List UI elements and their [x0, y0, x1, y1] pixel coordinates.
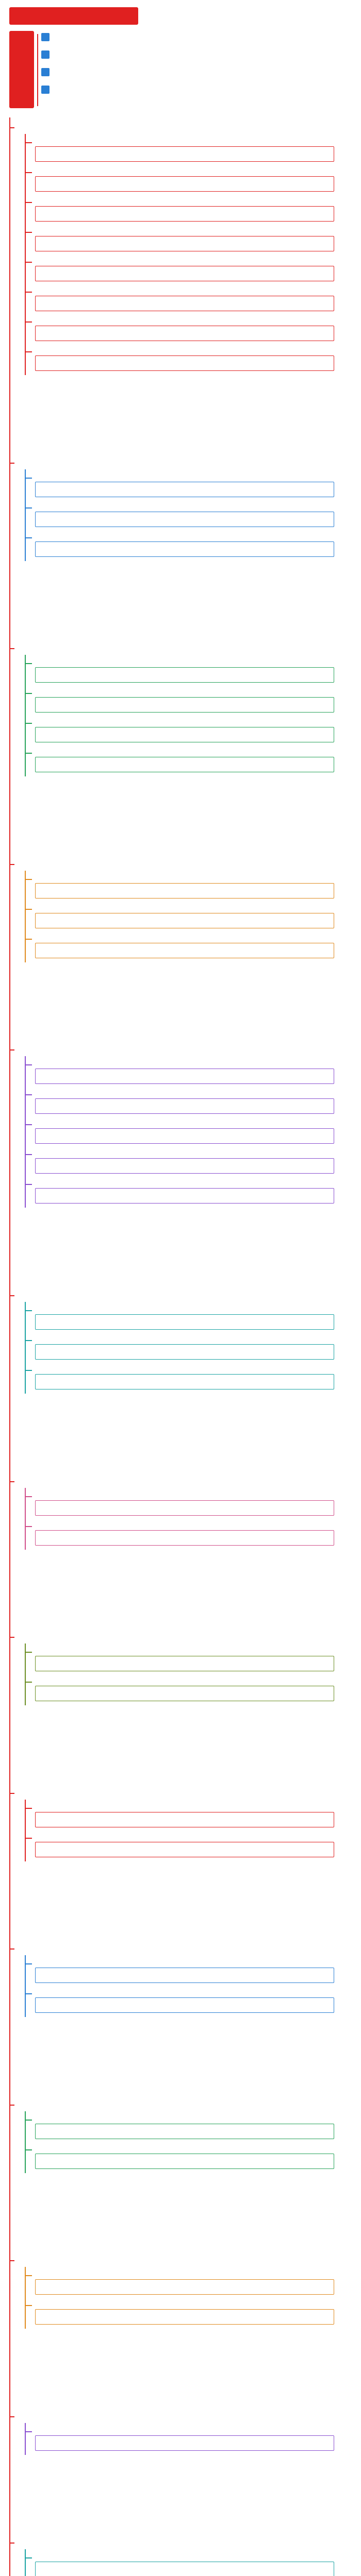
entry-branch-line — [25, 1963, 32, 1964]
section-connector — [9, 463, 14, 464]
news-entry — [25, 1492, 350, 1522]
entry-branch-line — [25, 2149, 32, 2150]
summary-item — [41, 86, 150, 104]
news-entry — [25, 258, 350, 287]
entry-time — [33, 2553, 59, 2560]
summary-item — [41, 68, 150, 87]
entry-text — [35, 2154, 334, 2169]
news-section — [9, 2257, 350, 2331]
entry-text — [35, 206, 334, 222]
summary-item-head — [41, 33, 50, 41]
news-entry — [25, 138, 350, 168]
news-entry — [25, 875, 350, 905]
news-entry — [25, 2427, 350, 2457]
entry-branch-line — [25, 1370, 32, 1371]
entry-branch-line — [25, 351, 32, 352]
entry-time — [33, 138, 59, 144]
section-title — [15, 1292, 46, 1299]
summary-item — [41, 33, 150, 52]
entry-time — [33, 1959, 59, 1965]
entry-branch-line — [25, 1682, 32, 1683]
entry-time — [33, 1120, 59, 1126]
entry-branch-line — [25, 1993, 32, 1994]
entry-time — [33, 1336, 59, 1342]
news-section — [9, 2539, 350, 2576]
news-entry — [25, 228, 350, 258]
section-title — [15, 2101, 46, 2108]
entry-time — [33, 1989, 59, 1995]
news-entry — [25, 2271, 350, 2301]
entry-text — [35, 1812, 334, 1827]
summary-item — [41, 50, 150, 69]
section-title — [15, 2257, 46, 2264]
entry-time — [33, 659, 59, 665]
entry-branch-line — [25, 879, 32, 880]
entry-branch-line — [25, 1154, 32, 1155]
entry-text — [35, 667, 334, 683]
section-connector — [9, 2260, 14, 2261]
news-entry — [25, 1959, 350, 1989]
entry-time — [33, 317, 59, 324]
news-section — [9, 1478, 350, 1552]
entry-text — [35, 1500, 334, 1516]
entry-text — [35, 1997, 334, 2013]
entry-branch-line — [25, 1526, 32, 1527]
news-entry — [25, 749, 350, 778]
news-section — [9, 1789, 350, 1863]
entry-text — [35, 355, 334, 371]
entry-text — [35, 1128, 334, 1144]
entry-time — [33, 287, 59, 294]
section-title — [15, 459, 46, 466]
entry-text — [35, 2309, 334, 2325]
entry-time — [33, 2301, 59, 2307]
entry-text — [35, 1069, 334, 1084]
entry-text — [35, 1158, 334, 1174]
news-entry — [25, 659, 350, 689]
entry-text — [35, 1686, 334, 1701]
news-section — [9, 1633, 350, 1707]
news-section — [9, 2101, 350, 2175]
entry-branch-line — [25, 663, 32, 664]
entry-time — [33, 1648, 59, 1654]
section-title — [15, 1478, 46, 1485]
entry-text — [35, 1098, 334, 1114]
entry-branch-line — [25, 1496, 32, 1497]
news-entry — [25, 1060, 350, 1090]
section-connector — [9, 864, 14, 865]
entry-branch-line — [25, 1184, 32, 1185]
entry-branch-line — [25, 753, 32, 754]
news-entry — [25, 1522, 350, 1552]
news-entry — [25, 719, 350, 749]
entry-text — [35, 2435, 334, 2451]
entry-text — [35, 757, 334, 772]
entry-branch-line — [25, 693, 32, 694]
entry-time — [33, 1677, 59, 1684]
entry-time — [33, 1366, 59, 1372]
news-entry — [25, 317, 350, 347]
entry-branch-line — [25, 1094, 32, 1095]
section-connector — [9, 1295, 14, 1296]
entry-time — [33, 473, 59, 480]
entry-branch-line — [25, 478, 32, 479]
news-entry — [25, 1120, 350, 1150]
section-title — [15, 1945, 46, 1952]
news-section — [9, 1046, 350, 1210]
entry-time — [33, 719, 59, 725]
entry-text — [35, 2562, 334, 2576]
news-section — [9, 459, 350, 563]
entry-time — [33, 1834, 59, 1840]
entry-branch-line — [25, 1838, 32, 1839]
entry-branch-line — [25, 2120, 32, 2121]
section-title — [15, 1633, 46, 1640]
section-connector — [9, 648, 14, 649]
entry-text — [35, 697, 334, 713]
entry-time — [33, 1492, 59, 1498]
section-connector — [9, 1793, 14, 1794]
entry-branch-line — [25, 202, 32, 203]
entry-text — [35, 1656, 334, 1671]
entry-branch-line — [25, 537, 32, 538]
section-connector — [9, 2416, 14, 2417]
entry-text — [35, 266, 334, 281]
section-connector — [9, 1637, 14, 1638]
entry-text — [35, 1188, 334, 1204]
entry-time — [33, 749, 59, 755]
news-entry — [25, 503, 350, 533]
entry-time — [33, 1180, 59, 1186]
entry-branch-line — [25, 723, 32, 724]
entry-text — [35, 913, 334, 928]
entry-time — [33, 258, 59, 264]
section-title — [15, 1046, 46, 1053]
entry-text — [35, 296, 334, 311]
entry-time — [33, 2145, 59, 2151]
news-entry — [25, 1090, 350, 1120]
entry-branch-line — [25, 1340, 32, 1341]
entry-branch-line — [25, 232, 32, 233]
section-connector — [9, 1481, 14, 1482]
section-title — [15, 645, 46, 652]
entry-time — [33, 1090, 59, 1096]
entry-branch-line — [25, 2305, 32, 2306]
news-entry — [25, 2553, 350, 2576]
entry-text — [35, 1314, 334, 1330]
entry-time — [33, 875, 59, 881]
entry-text — [35, 541, 334, 557]
entry-time — [33, 689, 59, 695]
entry-time — [33, 2271, 59, 2277]
news-entry — [25, 2145, 350, 2175]
news-entry — [25, 168, 350, 198]
news-entry — [25, 1306, 350, 1336]
entry-branch-line — [25, 1652, 32, 1653]
summary-item-head — [41, 68, 50, 76]
section-title — [15, 2413, 46, 2420]
entry-time — [33, 1150, 59, 1156]
entry-text — [35, 1344, 334, 1360]
entry-time — [33, 1306, 59, 1312]
news-section — [9, 124, 350, 377]
entry-time — [33, 1804, 59, 1810]
entry-branch-line — [25, 939, 32, 940]
header-banner — [9, 7, 138, 25]
entry-text — [35, 512, 334, 527]
news-entry — [25, 2301, 350, 2331]
entry-branch-line — [25, 262, 32, 263]
entry-time — [33, 503, 59, 510]
news-entry — [25, 935, 350, 964]
news-entry — [25, 1677, 350, 1707]
section-title — [15, 860, 46, 868]
entry-text — [35, 1968, 334, 1983]
section-connector — [9, 1049, 14, 1050]
entry-text — [35, 1374, 334, 1389]
entry-branch-line — [25, 909, 32, 910]
entry-text — [35, 1530, 334, 1546]
section-connector — [9, 2543, 14, 2544]
news-entry — [25, 2115, 350, 2145]
entry-time — [33, 935, 59, 941]
section-title — [15, 124, 46, 131]
entry-text — [35, 176, 334, 192]
entry-branch-line — [25, 2557, 32, 2558]
entry-branch-line — [25, 2431, 32, 2432]
news-entry — [25, 1804, 350, 1834]
entry-text — [35, 236, 334, 251]
entry-branch-line — [25, 172, 32, 173]
entry-time — [33, 2115, 59, 2122]
news-entry — [25, 473, 350, 503]
section-title — [15, 2539, 46, 2546]
news-entry — [25, 689, 350, 719]
news-section — [9, 645, 350, 778]
entry-time — [33, 198, 59, 204]
entry-text — [35, 1842, 334, 1857]
entry-text — [35, 883, 334, 899]
entry-branch-line — [25, 292, 32, 293]
news-entry — [25, 1366, 350, 1396]
news-section — [9, 2413, 350, 2457]
entry-branch-line — [25, 1124, 32, 1125]
section-title — [15, 1789, 46, 1797]
summary-item-head — [41, 50, 50, 59]
news-entry — [25, 1150, 350, 1180]
entry-branch-line — [25, 507, 32, 509]
entry-branch-line — [25, 1064, 32, 1065]
news-entry — [25, 905, 350, 935]
entry-time — [33, 905, 59, 911]
entry-text — [35, 943, 334, 958]
entry-time — [33, 1522, 59, 1528]
entry-branch-line — [25, 1808, 32, 1809]
news-entry — [25, 1834, 350, 1863]
entry-time — [33, 228, 59, 234]
news-entry — [25, 198, 350, 228]
entry-text — [35, 2279, 334, 2295]
entry-time — [33, 168, 59, 174]
news-entry — [25, 1180, 350, 1210]
news-entry — [25, 1336, 350, 1366]
section-connector — [9, 1948, 14, 1950]
entry-branch-line — [25, 321, 32, 323]
news-section — [9, 1292, 350, 1396]
entry-time — [33, 347, 59, 353]
entry-time — [33, 2427, 59, 2433]
section-connector — [9, 127, 14, 128]
news-entry — [25, 1648, 350, 1677]
entry-branch-line — [25, 142, 32, 143]
summary-item-sub — [44, 98, 150, 104]
summary-item-head — [41, 86, 50, 94]
entry-text — [35, 482, 334, 497]
entry-text — [35, 2124, 334, 2139]
entry-time — [33, 1060, 59, 1066]
entry-branch-line — [25, 2275, 32, 2276]
news-entry — [25, 287, 350, 317]
entry-text — [35, 727, 334, 742]
entry-text — [35, 146, 334, 162]
news-section — [9, 860, 350, 964]
entry-text — [35, 326, 334, 341]
summary-label — [9, 31, 34, 108]
entry-time — [33, 533, 59, 539]
news-section — [9, 1945, 350, 2019]
news-entry — [25, 347, 350, 377]
news-entry — [25, 1989, 350, 2019]
summary-spine — [37, 34, 38, 106]
section-connector — [9, 2105, 14, 2106]
entry-branch-line — [25, 1310, 32, 1311]
news-entry — [25, 533, 350, 563]
